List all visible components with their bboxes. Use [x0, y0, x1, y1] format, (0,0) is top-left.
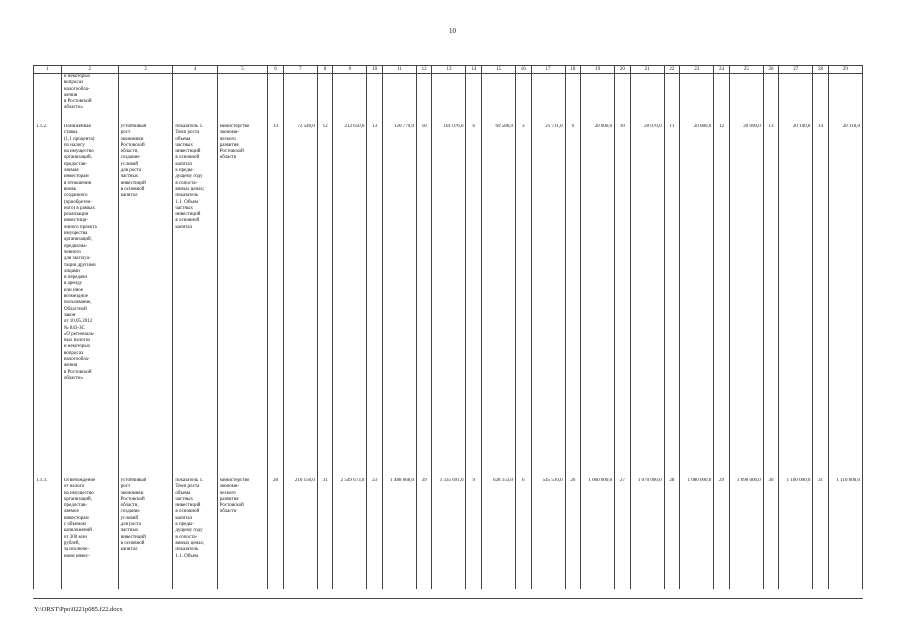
row-cont-col-24: [714, 74, 729, 125]
column-number-11: 11: [382, 66, 416, 74]
row-1-1-3-col-21: 1 070 000,0: [630, 478, 664, 589]
row-1-1-3-col-13: 1 335 691,0: [432, 478, 466, 589]
row-1-1-3-col-3: устойчивый рост экономики Ростовской области, создание условий для роста частных инвестиций в основной капитал: [118, 478, 173, 589]
row-cont-col-13: [432, 74, 466, 125]
row-cont-col-25: [729, 74, 763, 125]
row-1-1-2-col-25: 20 090,0: [729, 124, 763, 478]
row-1-1-2-col-23: 20 080,0: [680, 124, 714, 478]
row-1-1-3-col-17: 545 510,0: [531, 478, 565, 589]
row-1-1-2-col-19: 20 000,0: [581, 124, 615, 478]
column-number-5: 5: [217, 66, 268, 74]
row-1-1-2-col-22: 11: [664, 124, 679, 478]
row-1-1-2-col-28: 14: [813, 124, 828, 478]
row-1-1-3-col-1: 1.1.3.: [34, 478, 62, 589]
row-1-1-3-col-22: 28: [664, 478, 679, 589]
row-cont-col-22: [664, 74, 679, 125]
column-number-23: 23: [680, 66, 714, 74]
row-cont-col-1: [34, 74, 62, 125]
column-number-24: 24: [714, 66, 729, 74]
row-cont-col-29: [828, 74, 862, 125]
row-cont-col-9: [333, 74, 367, 125]
row-1-1-2-col-8: 12: [317, 124, 332, 478]
row-cont-col-27: [779, 74, 813, 125]
row-1-1-2-col-5: министерство экономи- ческого развития Ростовской области: [217, 124, 268, 478]
row-1-1-2-col-4: показатель 1. Темп роста объема частных инвестиций в основной капитал к преды- дущему году в сопоста- вимых ценах; показатель 1.1. Объем частных инвестиций в основной капитал: [173, 124, 217, 478]
row-1-1-2-col-12: 10: [416, 124, 431, 478]
row-1-1-2-col-1: 1.1.2.: [34, 124, 62, 478]
column-number-18: 18: [565, 66, 580, 74]
column-number-26: 26: [763, 66, 778, 74]
row-cont-col-4: [173, 74, 217, 125]
column-number-1: 1: [34, 66, 62, 74]
row-1-1-3-col-8: 31: [317, 478, 332, 589]
row-cont-col-26: [763, 74, 778, 125]
row-1-1-2-col-16: 3: [516, 124, 531, 478]
row-1-1-2-col-27: 20 100,0: [779, 124, 813, 478]
row-1-1-3-col-28: 31: [813, 478, 828, 589]
page-number: 10: [449, 27, 456, 35]
row-1-1-3-col-6: 28: [268, 478, 283, 589]
column-number-6: 6: [268, 66, 283, 74]
row-1-1-3-col-15: 628 153,0: [481, 478, 515, 589]
column-number-25: 25: [729, 66, 763, 74]
row-cont-col-8: [317, 74, 332, 125]
row-1-1-3-col-14: 9: [466, 478, 481, 589]
row-1-1-2-col-20: 10: [615, 124, 630, 478]
row-1-1-2-col-24: 12: [714, 124, 729, 478]
row-1-1-3-col-25: 1 090 000,0: [729, 478, 763, 589]
column-number-27: 27: [779, 66, 813, 74]
row-1-1-3-col-27: 1 100 000,0: [779, 478, 813, 589]
row-1-1-3-col-16: 6: [516, 478, 531, 589]
column-number-28: 28: [813, 66, 828, 74]
row-1-1-3-col-12: 39: [416, 478, 431, 589]
column-number-16: 16: [516, 66, 531, 74]
row-1-1-2-col-13: 101 076,0: [432, 124, 466, 478]
row-1-1-3-col-29: 1 110 000,0: [828, 478, 862, 589]
row-cont-col-3: [118, 74, 173, 125]
column-number-15: 15: [481, 66, 515, 74]
row-1-1-2-col-3: устойчивый рост экономики Ростовской области, создание условий для роста частных инвестиций в основной капитал: [118, 124, 173, 478]
column-number-17: 17: [531, 66, 565, 74]
row-cont-col-10: [367, 74, 382, 125]
row-1-1-3-col-11: 1 488 668,0: [382, 478, 416, 589]
row-cont-col-5: [217, 74, 268, 125]
row-cont-col-18: [565, 74, 580, 125]
row-1-1-3-col-9: 2 549 673,0: [333, 478, 367, 589]
column-number-12: 12: [416, 66, 431, 74]
row-cont-col-12: [416, 74, 431, 125]
column-number-21: 21: [630, 66, 664, 74]
column-number-2: 2: [61, 66, 118, 74]
file-path-footer: Y:\ORST\Ppo\0221p085.f22.docx: [34, 606, 123, 613]
row-1-1-3-col-10: 23: [367, 478, 382, 589]
row-1-1-3-col-18: 26: [565, 478, 580, 589]
row-1-1-2-col-17: 21 711,0: [531, 124, 565, 478]
row-cont-col-7: [283, 74, 317, 125]
column-number-10: 10: [367, 66, 382, 74]
row-1-1-2-col-29: 20 110,0: [828, 124, 862, 478]
table-bottom-border: [33, 598, 863, 599]
row-1-1-2-col-6: 13: [268, 124, 283, 478]
row-1-1-2-col-18: 9: [565, 124, 580, 478]
row-1-1-3-col-4: показатель 1. Темп роста объема частных инвестиций в основной капитал к преды- дущему году в сопоста- вимых ценах; показатель 1.1. Объем: [173, 478, 217, 589]
table-row-1-1-2: [34, 124, 863, 478]
row-cont-col-15: [481, 74, 515, 125]
column-number-22: 22: [664, 66, 679, 74]
row-1-1-2-col-10: 13: [367, 124, 382, 478]
column-number-20: 20: [615, 66, 630, 74]
column-number-3: 3: [118, 66, 173, 74]
budget-table: [33, 65, 863, 589]
row-1-1-3-col-23: 1 080 000,0: [680, 478, 714, 589]
column-number-19: 19: [581, 66, 615, 74]
row-1-1-3-col-5: министерство экономи- ческого развития Ростовской области: [217, 478, 268, 589]
row-cont-col-16: [516, 74, 531, 125]
row-cont-col-14: [466, 74, 481, 125]
table-row-1-1-3: [34, 478, 863, 589]
row-cont-col-28: [813, 74, 828, 125]
column-number-14: 14: [466, 66, 481, 74]
column-number-8: 8: [317, 66, 332, 74]
row-1-1-3-col-26: 30: [763, 478, 778, 589]
row-1-1-3-col-24: 29: [714, 478, 729, 589]
row-cont-col-17: [531, 74, 565, 125]
row-cont-col-23: [680, 74, 714, 125]
column-number-row: [34, 66, 863, 74]
row-1-1-3-col-19: 1 060 000,0: [581, 478, 615, 589]
table-row-continuation: [34, 74, 863, 125]
column-number-7: 7: [283, 66, 317, 74]
row-1-1-2-col-2: Пониженная ставка (1,1 процента) по налогу на имущество организаций, предостав- ляемая инвесторам в отношении вновь созданного (приобретен- ного) в рамках реализации инвестици- онного проекта имущества организаций, предназна- ченного для эксплуа- тации другими лицами и передачи в аренду или иное возмездное пользование, Областной закон от 10.05.2012 № 843-ЗС «О региональ- ных налогах и некоторых вопросах налогообла- жения в Ростовской области»: [61, 124, 118, 478]
row-1-1-2-col-26: 13: [763, 124, 778, 478]
row-1-1-2-col-11: 120 779,0: [382, 124, 416, 478]
row-1-1-2-col-14: 6: [466, 124, 481, 478]
column-number-4: 4: [173, 66, 217, 74]
column-number-13: 13: [432, 66, 466, 74]
row-cont-col-21: [630, 74, 664, 125]
row-1-1-2-col-7: 72 540,0: [283, 124, 317, 478]
row-1-1-2-col-21: 20 070,0: [630, 124, 664, 478]
row-1-1-3-col-7: 210 150,0: [283, 478, 317, 589]
row-1-1-2-col-15: 69 586,0: [481, 124, 515, 478]
row-1-1-3-col-20: 27: [615, 478, 630, 589]
row-cont-col-6: [268, 74, 283, 125]
column-number-9: 9: [333, 66, 367, 74]
row-cont-col-19: [581, 74, 615, 125]
row-1-1-3-col-2: Освобождение от налога на имущество организаций, предостав- ляемое инвесторам с объемом капвложений от 300 млн рублей, за исключе- нием инвес-: [61, 478, 118, 589]
row-1-1-2-col-9: 213 650,0: [333, 124, 367, 478]
row-cont-col-20: [615, 74, 630, 125]
row-cont-col-2: и некоторых вопросах налогообла- жения в Ростовской области»: [61, 74, 118, 125]
row-cont-col-11: [382, 74, 416, 125]
column-number-29: 29: [828, 66, 862, 74]
